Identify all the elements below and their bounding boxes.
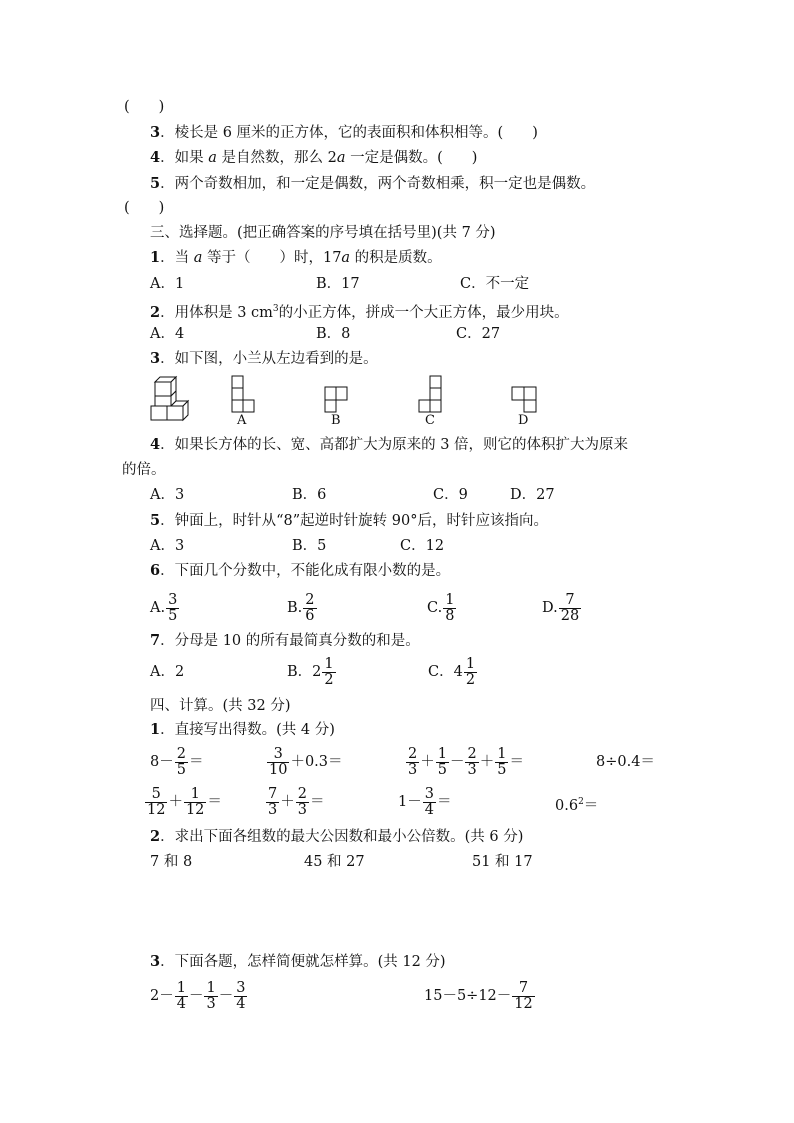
option-b-figure: [323, 386, 353, 416]
q-text: 等于（ ）时，17: [202, 250, 342, 266]
numerator: 1: [437, 745, 447, 762]
q-number: 2: [150, 304, 161, 321]
denominator: 5: [176, 761, 186, 778]
expr-3: [405, 742, 524, 782]
expr-text: ＝: [207, 794, 222, 810]
denominator: 12: [185, 801, 205, 818]
q-text: 的小正方体，拼成一个大正方体，最少用块。: [278, 305, 569, 321]
mc-q2: [150, 299, 569, 323]
superscript: 3: [272, 304, 279, 314]
option-c: C．9: [433, 487, 468, 503]
fraction: [443, 593, 456, 624]
fraction: [145, 787, 167, 818]
fraction: [234, 981, 247, 1012]
operator: ＋: [420, 754, 435, 770]
section4-title: 四、计算。(共 32 分): [150, 698, 291, 714]
option-a: A．2: [150, 664, 185, 680]
q-number: 6: [150, 562, 161, 579]
expr-text: 2－: [150, 988, 174, 1004]
calc-expr-2: [424, 976, 536, 1016]
mc-q7: [150, 631, 420, 651]
fraction: [204, 981, 217, 1012]
numerator: 2: [297, 785, 307, 802]
expr-4: 8÷0.4＝: [596, 754, 655, 770]
numerator: 3: [168, 591, 178, 608]
q-text: ．棱长是 6 厘米的正方体，它的表面积和体积相等。( ): [160, 125, 538, 141]
q-text: ．分母是 10 的所有最简真分数的和是。: [160, 633, 420, 649]
option-d: D．27: [510, 487, 555, 503]
q-text: ．用体积是 3 cm: [160, 305, 273, 321]
mc-q4: [150, 435, 628, 455]
denominator: 6: [305, 607, 315, 624]
superscript: 2: [578, 797, 584, 807]
option-b: [287, 588, 318, 628]
denominator: 3: [467, 761, 477, 778]
expr-text: ＝: [509, 754, 524, 770]
operator: －: [218, 988, 234, 1004]
pair-1: 7 和 8: [150, 854, 193, 870]
q-number: 5: [150, 175, 161, 192]
cube: [155, 377, 176, 396]
fraction: [296, 787, 309, 818]
denominator: 4: [424, 801, 434, 818]
var-a: a: [208, 150, 217, 166]
q-text: ．直接写出得数。(共 4 分): [160, 722, 335, 738]
expr-1: [150, 742, 203, 782]
option-a-figure: [230, 375, 260, 415]
option-text: C．4: [428, 664, 463, 680]
q-number: 3: [150, 124, 161, 141]
q-number: 2: [150, 828, 161, 845]
q-number: 4: [150, 436, 161, 453]
fraction: [495, 747, 508, 778]
option-b-label: B: [331, 413, 341, 428]
operator: －: [449, 754, 465, 770]
expr-text: 8－: [150, 754, 174, 770]
calc-s2: [150, 827, 523, 847]
calc-expr-1: [150, 976, 248, 1016]
fraction: [184, 787, 206, 818]
q-text: ．钟面上，时针从“8”起逆时针旋转 90°后，时针应该指向。: [160, 513, 548, 529]
option-b: B．5: [292, 538, 327, 554]
option-c: [427, 588, 457, 628]
tf-q4: [150, 148, 477, 168]
tf-q5: [150, 174, 595, 194]
option-b: B．8: [316, 326, 351, 342]
pair-2: 45 和 27: [304, 854, 365, 870]
numerator: 1: [184, 787, 206, 803]
q-number: 1: [150, 249, 161, 266]
denominator: 3: [297, 801, 307, 818]
denominator: 3: [408, 761, 418, 778]
q-text: ．如果: [160, 150, 209, 166]
option-letter: A.: [150, 600, 166, 616]
section3-title: 三、选择题。(把正确答案的序号填在括号里)(共 7 分): [150, 225, 496, 241]
option-c-figure: [418, 375, 448, 415]
denominator: 12: [514, 995, 533, 1012]
q-text: ．两个奇数相加，和一定是偶数，两个奇数相乘，积一定也是偶数。: [160, 176, 596, 192]
numerator: 1: [465, 655, 476, 672]
fraction: [175, 747, 188, 778]
operator: ＋: [168, 794, 183, 810]
q-text: 是自然数，那么 2: [216, 150, 337, 166]
mc-q6: [150, 561, 450, 581]
option-d-figure: [510, 386, 540, 416]
expr-text: ＝: [309, 794, 325, 810]
option-b: [287, 652, 337, 692]
option-c: C．12: [400, 538, 445, 554]
denominator: 12: [147, 801, 166, 818]
fraction: [175, 981, 188, 1012]
numerator: 1: [324, 655, 334, 672]
q-text: 的积是质数。: [350, 250, 442, 266]
mc-q4-cont: 的倍。: [122, 462, 166, 478]
expr-text: 0.6: [555, 798, 579, 814]
denominator: 5: [168, 607, 178, 624]
numerator: 1: [445, 591, 455, 608]
fraction: [436, 747, 449, 778]
numerator: 3: [267, 747, 289, 763]
expr-text: 15－5÷12－: [424, 988, 512, 1004]
var-a: a: [193, 250, 203, 266]
q-number: 5: [150, 512, 161, 529]
fraction: [423, 787, 436, 818]
q-number: 3: [150, 953, 161, 970]
denominator: 5: [437, 761, 447, 778]
pair-3: 51 和 17: [472, 854, 533, 870]
option-text: B．2: [287, 664, 322, 680]
tf-blank-prev: ( ): [124, 99, 165, 115]
var-a: a: [341, 250, 351, 266]
option-letter: D.: [542, 600, 558, 616]
option-letter: B.: [287, 600, 303, 616]
operator: ＋: [280, 794, 295, 810]
option-d: [542, 588, 582, 628]
mc-q1: [150, 248, 442, 268]
fraction: [266, 787, 279, 818]
option-b: B．6: [292, 487, 327, 503]
numerator: 7: [268, 785, 278, 802]
calc-s1: [150, 720, 335, 740]
option-d-label: D: [518, 413, 529, 428]
expr-7: [398, 782, 451, 822]
expr-6: [265, 782, 324, 822]
expr-text: ＝: [436, 794, 452, 810]
option-a: A．1: [150, 276, 185, 292]
denominator: 4: [176, 995, 186, 1012]
numerator: 1: [176, 979, 186, 996]
expr-text: ＝: [583, 798, 599, 814]
q-text: ．求出下面各组数的最大公因数和最小公倍数。(共 6 分): [160, 829, 524, 845]
option-c-label: C: [425, 413, 435, 428]
numerator: 2: [176, 745, 186, 762]
fraction: [406, 747, 419, 778]
numerator: 2: [467, 745, 477, 762]
fraction: [465, 747, 478, 778]
q-number: 4: [150, 149, 161, 166]
q-text: ．如果长方体的长、宽、高都扩大为原来的 3 倍，则它的体积扩大为原来: [160, 437, 629, 453]
denominator: 2: [465, 671, 476, 688]
numerator: 7: [512, 981, 534, 997]
expr-2: [266, 742, 343, 782]
option-b: B．17: [316, 276, 360, 292]
q-text: 一定是偶数。( ): [345, 150, 478, 166]
numerator: 7: [559, 593, 581, 609]
denominator: 3: [206, 995, 216, 1012]
fraction: [166, 593, 179, 624]
denominator: 5: [497, 761, 507, 778]
mc-q5: [150, 511, 548, 531]
fraction: [322, 657, 335, 688]
expr-text: ＝: [188, 754, 204, 770]
q-text: ．下面各题，怎样简便就怎样算。(共 12 分): [160, 954, 446, 970]
numerator: 5: [145, 787, 167, 803]
numerator: 2: [408, 745, 418, 762]
option-a: A．4: [150, 326, 185, 342]
fraction: [464, 657, 477, 688]
denominator: 8: [445, 607, 455, 624]
q-number: 3: [150, 350, 161, 367]
denominator: 4: [236, 995, 246, 1012]
expr-text: ＋0.3＝: [290, 754, 343, 770]
fraction: [512, 981, 534, 1012]
numerator: 1: [497, 745, 507, 762]
cube-stack-figure: [150, 374, 190, 422]
q-text: ．下面几个分数中，不能化成有限小数的是。: [160, 563, 451, 579]
option-c: C．27: [456, 326, 501, 342]
option-letter: C.: [427, 600, 443, 616]
var-a: a: [336, 150, 346, 166]
numerator: 3: [424, 785, 434, 802]
fraction: [559, 593, 581, 624]
q-number: 1: [150, 721, 161, 738]
fraction: [267, 747, 289, 778]
option-a: A．3: [150, 538, 185, 554]
numerator: 3: [236, 979, 246, 996]
q-text: ．当: [160, 250, 194, 266]
operator: ＋: [479, 754, 495, 770]
option-a: A．3: [150, 487, 185, 503]
fraction: [303, 593, 316, 624]
denominator: 2: [324, 671, 334, 688]
option-c: [428, 652, 478, 692]
tf-q5-blank: ( ): [124, 200, 165, 216]
expr-text: 1－: [398, 794, 422, 810]
numerator: 1: [206, 979, 216, 996]
denominator: 10: [269, 761, 288, 778]
mc-q3: [150, 349, 378, 369]
option-a-label: A: [237, 413, 247, 428]
q-number: 7: [150, 632, 161, 649]
operator: －: [188, 988, 204, 1004]
numerator: 2: [305, 591, 315, 608]
expr-8: [555, 782, 598, 826]
denominator: 3: [268, 801, 278, 818]
option-a: [150, 588, 180, 628]
tf-q3: [150, 123, 538, 143]
expr-5: [144, 782, 222, 822]
q-text: ．如下图，小兰从左边看到的是。: [160, 351, 378, 367]
option-c: C．不一定: [460, 276, 530, 292]
denominator: 28: [560, 607, 580, 624]
calc-s3: [150, 952, 446, 972]
